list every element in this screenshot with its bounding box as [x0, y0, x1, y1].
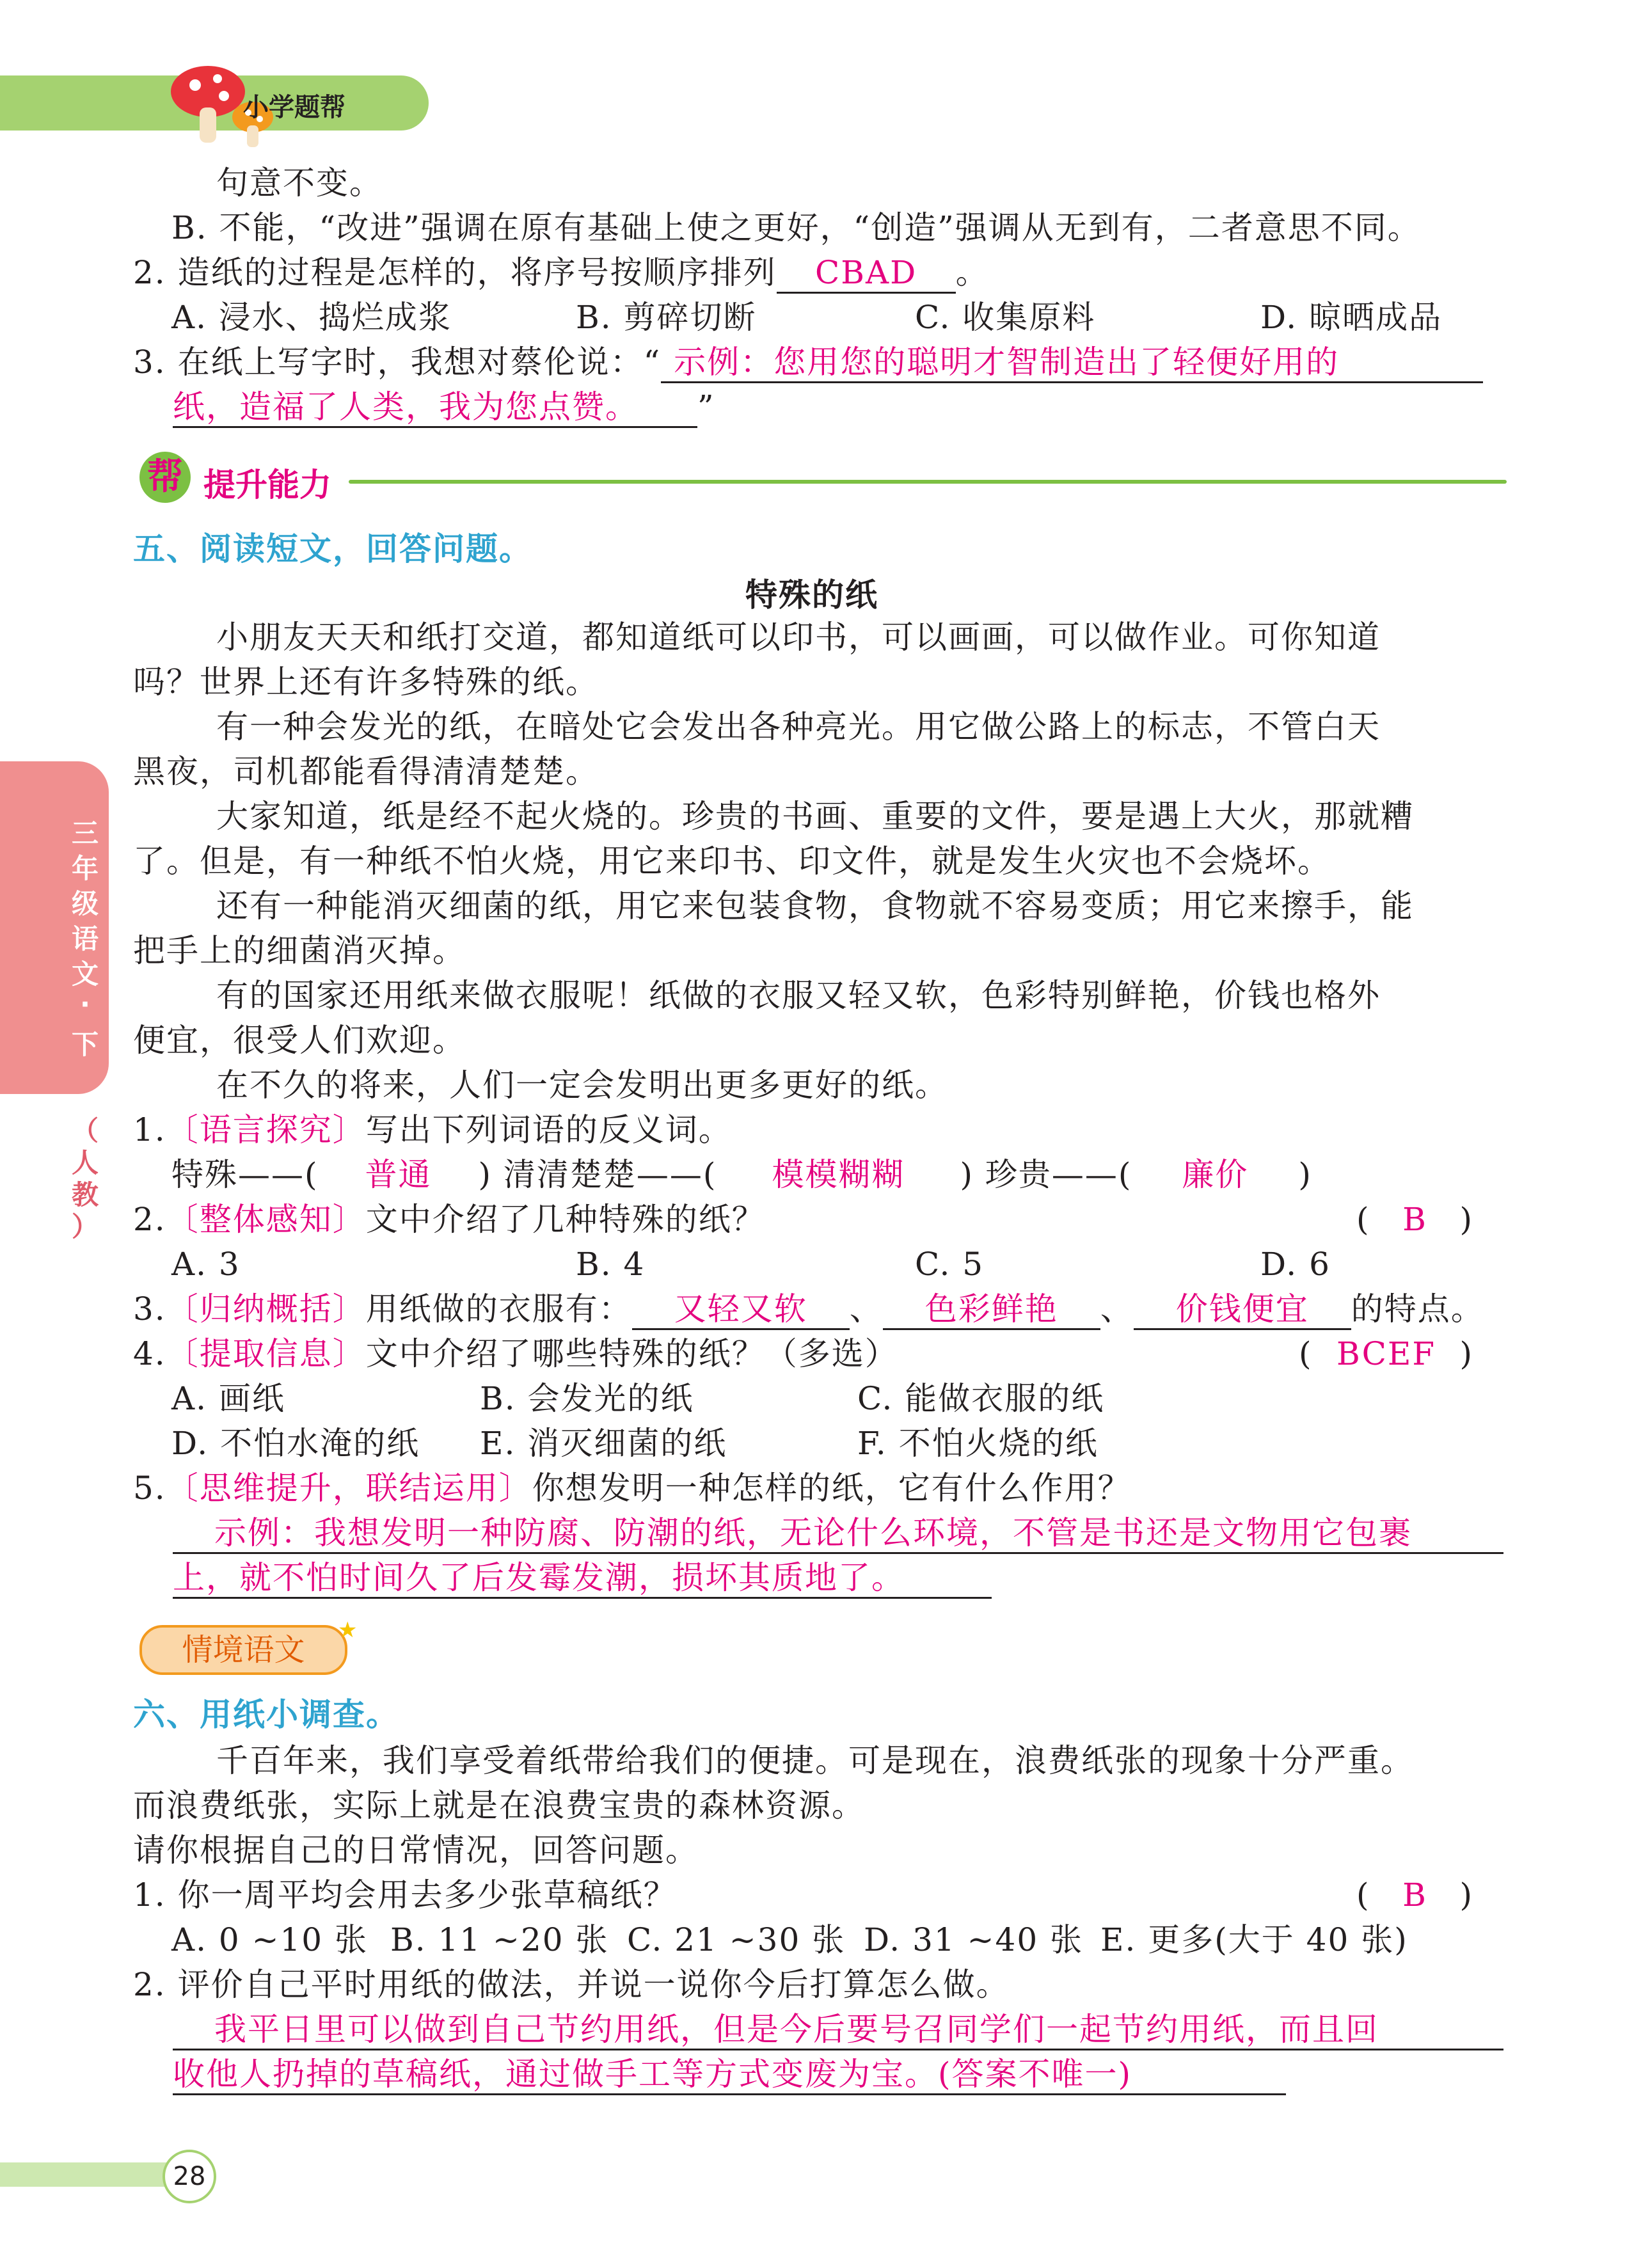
question-tag: 〔提取信息〕: [166, 1335, 366, 1372]
question-2: [133, 1200, 765, 1239]
section-title: 提升能力: [203, 466, 331, 504]
option: B. 4: [576, 1246, 646, 1283]
section-heading: 六、用纸小调查。: [133, 1696, 399, 1733]
option: C. 能做衣服的纸: [857, 1380, 1105, 1417]
option: B. 会发光的纸: [480, 1380, 694, 1417]
article-title: 特殊的纸: [745, 576, 878, 614]
answer-paren: ( B ): [1356, 1876, 1474, 1914]
question-3: [133, 1290, 1484, 1330]
punct: 。: [955, 254, 989, 291]
question-text: 用纸做的衣服有：: [365, 1290, 632, 1328]
word: ) 珍贵——(: [960, 1156, 1132, 1193]
paragraph-line: 有一种会发光的纸，在暗处它会发出各种亮光。用它做公路上的标志，不管白天: [216, 708, 1381, 745]
question-text: 文中介绍了哪些特殊的纸？（多选）: [365, 1335, 898, 1372]
answer-line: 示例：我想发明一种防腐、防潮的纸，无论什么环境，不管是书还是文物用它包裹: [173, 1514, 1503, 1554]
question-text: 文中介绍了几种特殊的纸？: [365, 1201, 765, 1238]
antonym-row: [171, 1155, 1312, 1194]
punct: ”: [697, 388, 715, 425]
paragraph-line: 小朋友天天和纸打交道，都知道纸可以印书，可以画画，可以做作业。可你知道: [216, 619, 1381, 656]
answer: B: [1402, 1876, 1427, 1914]
answer-blank: 价钱便宜: [1134, 1290, 1351, 1330]
section-heading: 五、阅读短文，回答问题。: [133, 530, 532, 567]
option: B. 11 ~20 张: [390, 1921, 609, 1958]
edition-char: ）: [71, 1211, 99, 1242]
punct: 、: [849, 1290, 883, 1328]
option: A. 画纸: [171, 1380, 285, 1417]
word: 特殊——(: [171, 1156, 319, 1193]
side-tab-char: 语: [71, 923, 99, 955]
page-number: 28: [163, 2150, 216, 2203]
option: A. 3: [171, 1246, 241, 1283]
question-1: [133, 1111, 732, 1149]
answer: 模模糊糊: [772, 1156, 905, 1193]
side-tab-char: ·: [80, 988, 90, 1020]
option: B. 剪碎切断: [576, 299, 757, 336]
bang-badge: 帮: [139, 452, 191, 503]
question-2: [133, 253, 989, 294]
side-tab-char: 文: [71, 958, 99, 990]
answer-paren: ( BCEF ): [1299, 1335, 1474, 1372]
answer-line: 纸，造福了人类，我为您点赞。: [173, 388, 697, 428]
edition-char: 人: [71, 1147, 99, 1178]
question-3: [133, 343, 1483, 383]
answer-line: 收他人扔掉的草稿纸，通过做手工等方式变废为宝。(答案不唯一): [173, 2055, 1286, 2095]
question-tag: 〔思维提升，联结运用〕: [166, 1470, 532, 1507]
question-text: 你想发明一种怎样的纸，它有什么作用？: [532, 1470, 1131, 1507]
option: A. 浸水、捣烂成浆: [171, 299, 452, 336]
answer-blank: CBAD: [777, 253, 956, 294]
question-text: 写出下列词语的反义词。: [365, 1111, 732, 1148]
answer: B: [1402, 1201, 1427, 1238]
edition-char: 教: [71, 1179, 99, 1210]
option: E. 消灭细菌的纸: [480, 1425, 727, 1462]
option: C. 收集原料: [915, 299, 1096, 336]
answer-line: 上，就不怕时间久了后发霉发潮，损坏其质地了。: [173, 1558, 992, 1599]
question-number: 5.: [133, 1470, 166, 1507]
answer: 廉价: [1182, 1156, 1249, 1193]
question-number: 1.: [133, 1111, 166, 1148]
question-text: 1. 你一周平均会用去多少张草稿纸？: [133, 1876, 677, 1914]
punct: ): [1298, 1156, 1312, 1193]
paragraph-line: 了。但是，有一种纸不怕火烧，用它来印书、印文件，就是发生火灾也不会烧坏。: [133, 843, 1331, 880]
question-5: [133, 1469, 1131, 1507]
option: A. 0 ~10 张: [171, 1921, 369, 1958]
paragraph-line: 黑夜，司机都能看得清清楚楚。: [133, 753, 599, 790]
option: D. 不怕水淹的纸: [171, 1425, 420, 1462]
question-tag: 〔语言探究〕: [166, 1111, 366, 1148]
side-tab-char: 下: [71, 1029, 99, 1060]
side-tab-char: 年: [71, 853, 99, 884]
edition-char: （: [71, 1115, 99, 1146]
answer-line: 我平日里可以做到自己节约用纸，但是今后要号召同学们一起节约用纸，而且回: [173, 2010, 1503, 2050]
punct: 、: [1100, 1290, 1134, 1328]
option: D. 晾晒成品: [1260, 299, 1443, 336]
question-4: [133, 1335, 898, 1373]
side-tab-char: 三: [71, 818, 99, 849]
answer-blank: 又轻又软: [632, 1290, 850, 1330]
question-text: 2. 评价自己平时用纸的做法，并说一说你今后打算怎么做。: [133, 1966, 1010, 2003]
punct: 的特点。: [1351, 1290, 1484, 1328]
context-badge: 情境语文: [139, 1625, 347, 1675]
paragraph-line: 千百年来，我们享受着纸带给我们的便捷。可是现在，浪费纸张的现象十分严重。: [216, 1742, 1414, 1779]
option: C. 21 ~30 张: [627, 1921, 846, 1958]
answer-row: [173, 388, 715, 428]
paragraph-line: 吗？世界上还有许多特殊的纸。: [133, 663, 599, 701]
paragraph-line: 便宜，很受人们欢迎。: [133, 1022, 466, 1059]
paragraph-line: 在不久的将来，人们一定会发明出更多更好的纸。: [216, 1067, 948, 1104]
paragraph-line: 有的国家还用纸来做衣服呢！纸做的衣服又轻又软，色彩特别鲜艳，价钱也格外: [216, 977, 1381, 1014]
option: C. 5: [915, 1246, 985, 1283]
side-tab-char: 级: [71, 888, 99, 919]
section-divider: [349, 480, 1507, 484]
text-line: 句意不变。: [216, 164, 383, 202]
paragraph-line: 请你根据自己的日常情况，回答问题。: [133, 1832, 699, 1869]
footer-bar: [0, 2162, 186, 2187]
answer: BCEF: [1336, 1335, 1436, 1372]
option: E. 更多(大于 40 张): [1100, 1921, 1408, 1958]
question-number: 4.: [133, 1335, 166, 1372]
star-icon: ★: [338, 1617, 358, 1643]
answer: 普通: [365, 1156, 432, 1193]
answer-paren: ( B ): [1356, 1201, 1474, 1238]
option: D. 6: [1260, 1246, 1331, 1283]
option: F. 不怕火烧的纸: [857, 1425, 1099, 1462]
paragraph-line: 而浪费纸张，实际上就是在浪费宝贵的森林资源。: [133, 1787, 865, 1824]
brand-title: 小学题帮: [243, 93, 345, 122]
paragraph-line: 大家知道，纸是经不起火烧的。珍贵的书画、重要的文件，要是遇上大火，那就糟: [216, 798, 1414, 835]
question-number: 3.: [133, 1290, 166, 1328]
question-text: 2. 造纸的过程是怎样的，将序号按顺序排列: [133, 254, 777, 291]
question-number: 2.: [133, 1201, 166, 1238]
option: D. 31 ~40 张: [864, 1921, 1084, 1958]
paragraph-line: 把手上的细菌消灭掉。: [133, 932, 466, 969]
answer-line: 示例：您用您的聪明才智制造出了轻便好用的: [661, 343, 1483, 383]
text-line: B. 不能，“改进”强调在原有基础上使之更好，“创造”强调从无到有，二者意思不同。: [171, 209, 1421, 246]
question-tag: 〔整体感知〕: [166, 1201, 366, 1238]
answer-blank: 色彩鲜艳: [883, 1290, 1100, 1330]
question-tag: 〔归纳概括〕: [166, 1290, 366, 1328]
paragraph-line: 还有一种能消灭细菌的纸，用它来包装食物，食物就不容易变质；用它来擦手，能: [216, 887, 1414, 924]
question-text: 3. 在纸上写字时，我想对蔡伦说：“: [133, 344, 662, 381]
word: ) 清清楚楚——(: [478, 1156, 717, 1193]
